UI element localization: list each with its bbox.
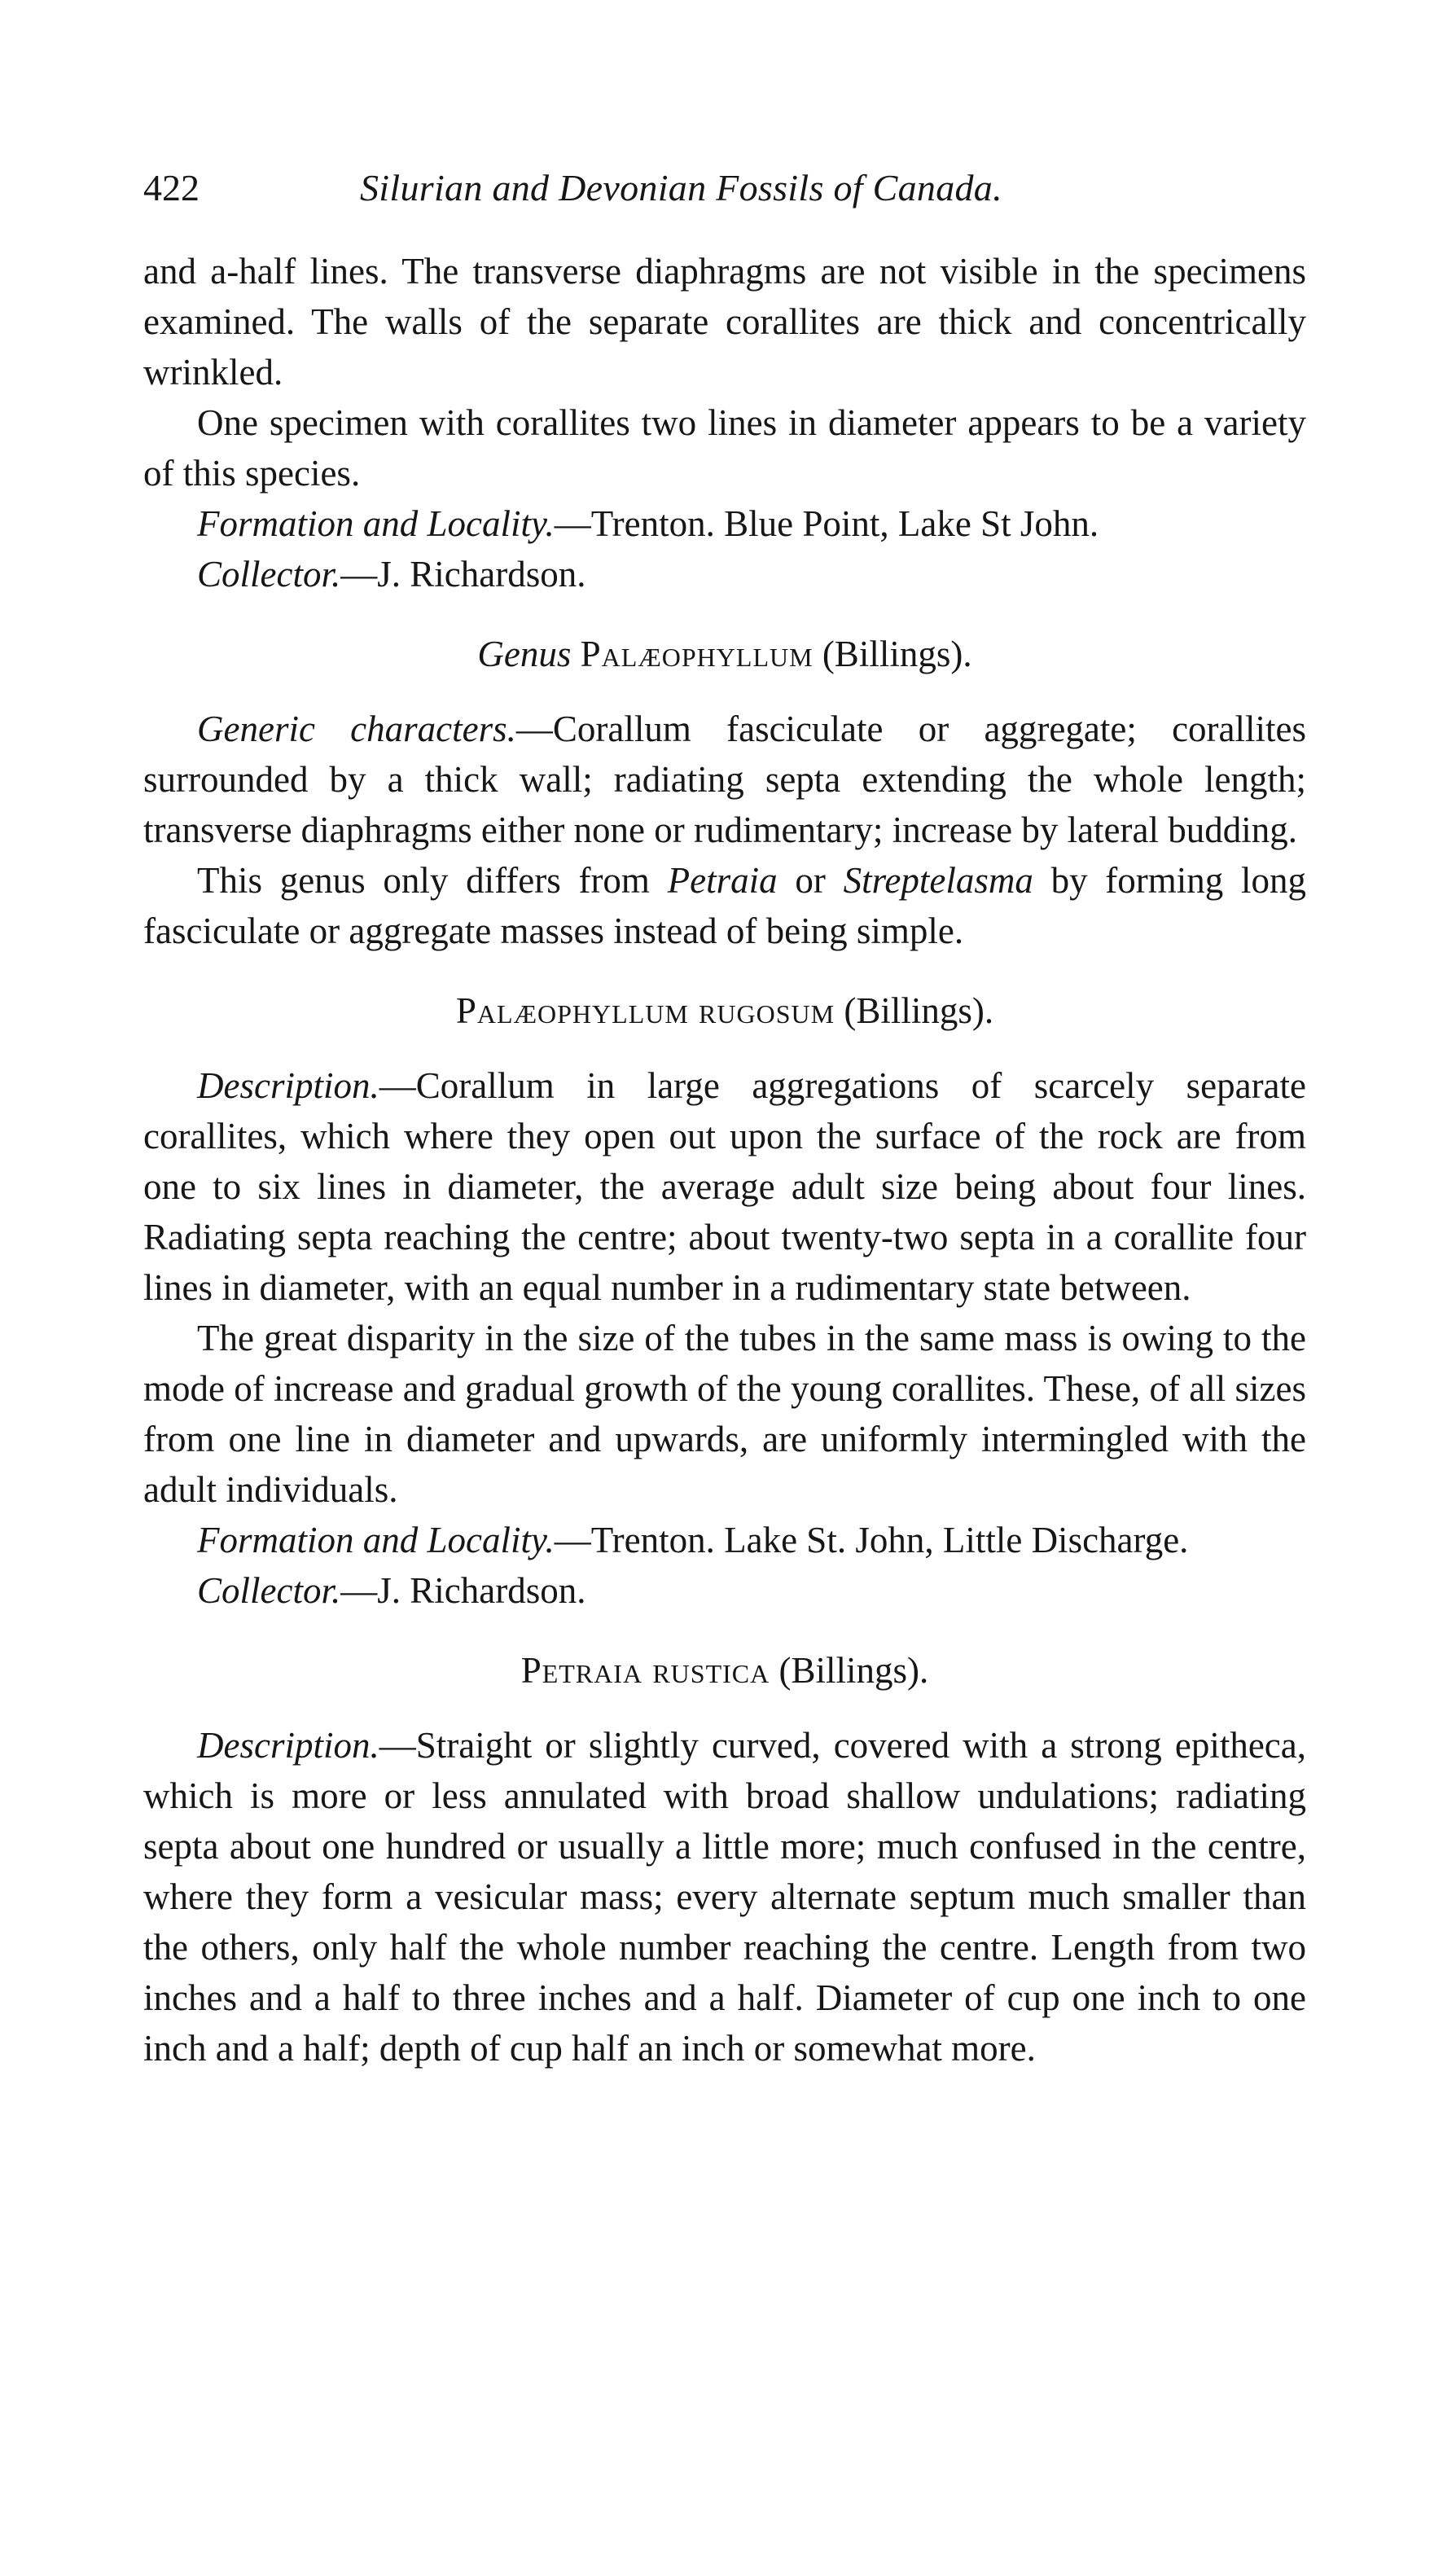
genus-heading-author: (Billings). [822, 634, 972, 674]
generic-characters-label: Generic characters. [197, 709, 516, 749]
generic-characters-text: —Corallum fasciculate or aggregate; corallites surrounded by a thick wall; radiating septa extending the whole length; transverse diaphragms either none or rudimentary; increase by lateral budding. [143, 709, 1306, 850]
species-formation-label: Formation and Locality. [197, 1520, 555, 1560]
petraia-description-paragraph [143, 1720, 1306, 2073]
genus-difference-text-3: by forming long fasciculate or aggregate masses instead of being simple. [143, 860, 1306, 951]
running-title: Silurian and Devonian Fossils of Canada. [360, 167, 1002, 208]
genus-heading [143, 629, 1306, 679]
page-number: 422 [143, 167, 200, 208]
formation-locality-line [143, 498, 1306, 549]
petraia-heading-name: Petraia rustica [520, 1650, 770, 1691]
collector-text: —J. Richardson. [340, 554, 586, 595]
species-description-paragraph [143, 1060, 1306, 1313]
collector-line [143, 549, 1306, 599]
species-disparity-paragraph: The great disparity in the size of the tubes in the same mass is owing to the mode of increase and gradual growth of the young corallites. These, of all sizes from one line in diameter and upwards, are uniformly intermingled with the adult individuals. [143, 1318, 1306, 1510]
species-collector-label: Collector. [197, 1570, 341, 1611]
species-heading-author: (Billings). [844, 990, 994, 1031]
genus-difference-text-2: or [777, 860, 844, 901]
species-collector-line [143, 1565, 1306, 1616]
genus-heading-prefix: Genus [477, 634, 572, 674]
genus-heading-name: Palæophyllum [580, 634, 814, 674]
petraia-heading [143, 1645, 1306, 1696]
species-description-label: Description. [197, 1065, 379, 1106]
petraia-description-label: Description. [197, 1725, 379, 1766]
genus-streptelasma-name: Streptelasma [843, 860, 1033, 901]
generic-characters-paragraph [143, 704, 1306, 855]
species-collector-text: —J. Richardson. [340, 1570, 586, 1611]
variety-paragraph: One specimen with corallites two lines in diameter appears to be a variety of this species. [143, 402, 1306, 494]
species-formation-line [143, 1515, 1306, 1565]
page-body [143, 246, 1306, 2073]
intro-paragraph: and a-half lines. The transverse diaphragms are not visible in the specimens examined. The walls of the separate corallites are thick and concentrically wrinkled. [143, 251, 1306, 393]
genus-difference-paragraph [143, 855, 1306, 956]
page-header [143, 160, 1316, 217]
collector-label: Collector. [197, 554, 341, 595]
species-heading [143, 985, 1306, 1036]
formation-text: —Trenton. Blue Point, Lake St John. [554, 503, 1099, 544]
petraia-heading-author: (Billings). [778, 1650, 929, 1691]
genus-petraia-name: Petraia [667, 860, 778, 901]
petraia-description-text: —Straight or slightly curved, covered with a strong epitheca, which is more or less annulated with broad shallow undulations; radiating septa about one hundred or usually a little more; much confused in the centre, where they form a vesicular mass; every alternate septum much smaller than the others, only half the whole number reaching the centre. Length from two inches and a half to three inches and a half. Diameter of cup one inch to one inch and a half; depth of cup half an inch or somewhat more. [143, 1725, 1306, 2069]
formation-label: Formation and Locality. [197, 503, 555, 544]
species-description-text: —Corallum in large aggregations of scarcely separate corallites, which where they open out upon the surface of the rock are from one to six lines in diameter, the average adult size being about four lines. Radiating septa reaching the centre; about twenty-two septa in a corallite four lines in diameter, with an equal number in a rudimentary state between. [143, 1065, 1306, 1308]
species-heading-name: Palæophyllum rugosum [455, 990, 835, 1031]
species-formation-text: —Trenton. Lake St. John, Little Discharge. [554, 1520, 1189, 1560]
genus-difference-text-1: This genus only differs from [197, 860, 668, 901]
